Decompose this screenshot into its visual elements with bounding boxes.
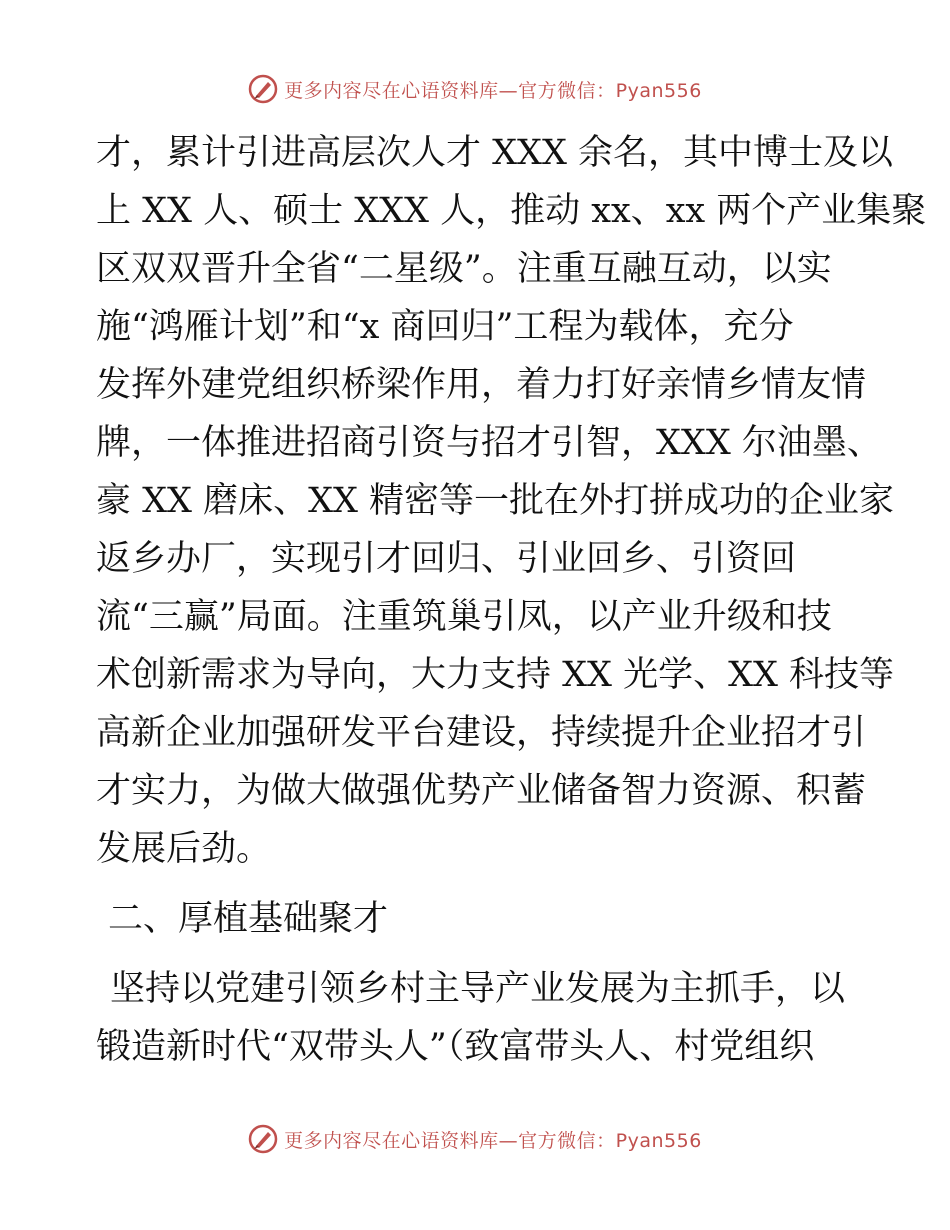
body-line: 施“鸿雁计划”和“x 商回归”工程为载体，充分 [96,307,794,347]
header-watermark [0,74,950,104]
body-line: 豪 XX 磨床、XX 精密等一批在外打拼成功的企业家 [96,481,895,521]
watermark-text: 更多内容尽在心语资料库—官方微信：Pyan556 [284,79,702,102]
body-line: 牌，一体推进招商引资与招才引智，XXX 尔油墨、 [96,423,882,463]
section-heading: 二、厚植基础聚才 [108,899,389,939]
body-line: 发挥外建党组织桥梁作用，着力打好亲情乡情友情 [96,365,867,405]
body-line: 发展后劲。 [96,829,272,869]
pen-logo-icon [248,74,278,104]
body-line: 才，累计引进高层次人才 XXX 余名，其中博士及以 [96,133,894,173]
document-body [96,124,927,1076]
body-line: 才实力，为做大做强优势产业储备智力资源、积蓄 [96,771,867,811]
body-line: 高新企业加强研发平台建设，持续提升企业招才引 [96,713,867,753]
body-line: 锻造新时代“双带头人”（致富带头人、村党组织 [96,1027,815,1067]
pen-logo-icon [248,1124,278,1154]
body-line: 区双双晋升全省“二星级”。注重互融互动，以实 [96,249,832,289]
body-line: 上 XX 人、硕士 XXX 人，推动 xx、xx 两个产业集聚 [96,191,927,231]
body-line: 返乡办厂，实现引才回归、引业回乡、引资回 [96,539,797,579]
body-line: 术创新需求为导向，大力支持 XX 光学、XX 科技等 [96,655,895,695]
watermark-text: 更多内容尽在心语资料库—官方微信：Pyan556 [284,1129,702,1152]
footer-watermark [0,1124,950,1154]
body-line: 流“三赢”局面。注重筑巢引凤，以产业升级和技 [96,597,832,637]
body-line: 坚持以党建引领乡村主导产业发展为主抓手，以 [110,969,846,1009]
